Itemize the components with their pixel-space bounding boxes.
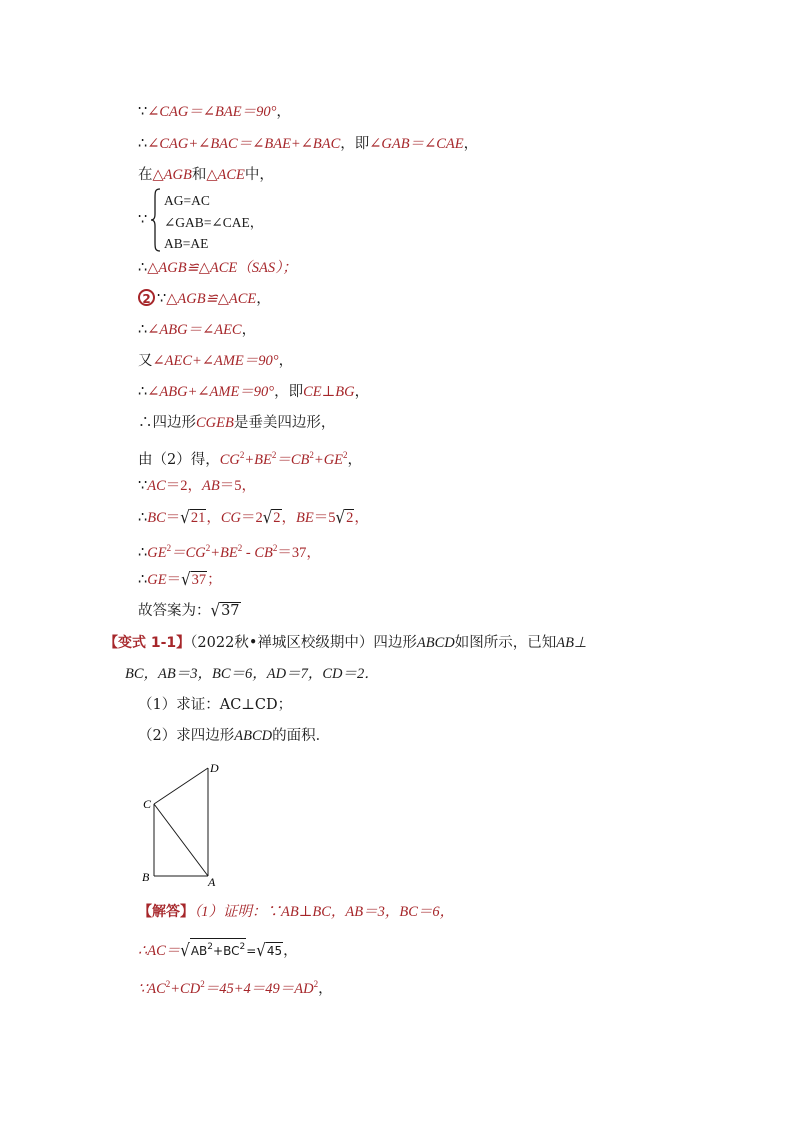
label-c: C [143,797,152,811]
because-symbol: ∵ [138,212,148,228]
term: CG [220,510,241,526]
proof-line-10 [138,413,335,433]
term: CG [219,452,240,468]
punctuation: ， [241,322,257,338]
therefore-symbol: ∴ [138,510,148,526]
value: ＝5， [219,478,256,494]
punctuation: ， [276,104,291,120]
radicand: 2 [346,510,354,526]
angle-sum: ∠AEC+∠AME＝90° [152,353,279,369]
text: 中， [244,167,274,183]
term: GE [147,572,167,588]
question-2 [138,726,330,746]
system-row-1: AG=AC [164,193,210,208]
problem-source: （2022秋•禅城区校级期中） [190,635,374,651]
superscript: 2 [165,979,171,989]
superscript: 2 [237,543,243,553]
superscript: 2 [200,979,205,989]
value: ＝2 [240,510,263,526]
proof-line-3 [138,165,274,185]
condition: AB⊥ [556,635,587,651]
superscript: 2 [343,450,348,460]
text: 在 [138,167,153,183]
curly-brace-icon [150,188,162,252]
punctuation: ， [347,452,363,468]
punctuation: ， [318,981,333,997]
therefore-symbol: ∴ [138,136,148,152]
quadrilateral-figure [138,760,238,890]
punctuation: ， [256,291,271,307]
value: ＝2， [165,478,203,494]
radicand-part: +BC [213,944,240,958]
problem-tag: 【变式 1-1】 [104,635,191,651]
radicand [190,938,246,960]
solution-tag: 【解答】 [138,904,194,920]
text: 四边形 [373,635,417,651]
triangle-agb: △AGB [152,167,192,183]
sqrt-expression: √37 [181,568,207,590]
superscript: 2 [309,450,314,460]
punctuation: ， [206,510,221,526]
question-text: （1）求证：AC⊥CD； [138,697,293,713]
punctuation: ， [463,136,479,152]
segment-cd [154,768,208,804]
superscript: 2 [239,942,246,952]
radicand: 37 [191,572,207,588]
solution-line-3 [138,974,333,999]
circled-number-icon: 2 [138,289,155,306]
term: +BE [244,452,272,468]
text: 是垂美四边形， [233,415,336,431]
angle-sum: ∠ABG+∠AME＝90° [147,384,275,400]
problem-line-2: BC，AB＝3，BC＝6，AD＝7，CD＝2． [125,666,379,682]
punctuation: ， [281,510,297,526]
text: 四边形 [152,415,196,431]
quadrilateral-name: ABCD [234,728,273,744]
because-symbol: ∵ [138,104,148,120]
angle-equality: ∠ABG＝∠AEC [147,322,242,338]
proof-line-2 [138,134,478,154]
therefore-symbol: ∴ [138,260,148,276]
proof-line-15 [138,569,222,590]
superscript: 2 [272,543,278,553]
therefore-symbol: ∴ [138,545,148,561]
term: ∵AC [138,981,166,997]
term: ∴AC＝ [138,943,181,959]
proof-line-5 [138,258,297,278]
angle-equality: ∠GAB＝∠CAE [369,136,464,152]
therefore-symbol: ∴ [138,415,153,431]
equals: ＝ [166,572,182,588]
segment-ca [154,804,208,876]
system-because [138,210,147,230]
angle-equation: ∠CAG＝∠BAE＝90° [147,104,277,120]
sqrt-expression: √45 [256,939,283,961]
proof-line-9 [138,382,369,402]
solution-text: （1）证明：∵AB⊥BC，AB＝3，BC＝6， [194,904,455,920]
term: BE [296,510,314,526]
proof-line-12 [138,476,256,496]
angle-sum-equation: ∠CAG+∠BAC＝∠BAE+∠BAC [147,136,341,152]
problem-line-1 [104,633,587,653]
radicand: 45 [266,944,283,958]
proof-line-8 [138,351,293,371]
therefore-symbol: ∴ [138,384,148,400]
term: +BE [210,545,238,561]
system-row-3: AB=AE [164,236,209,251]
sqrt-expression: √2 [262,506,281,528]
therefore-symbol: ∴ [138,572,148,588]
superscript: 2 [239,450,245,460]
because-symbol: ∵ [157,291,167,307]
therefore-symbol: ∴ [138,322,148,338]
sas-reason: （SAS）； [237,260,297,276]
radicand-part: AB [190,944,208,958]
radicand: 2 [273,510,281,526]
solution-line-2 [138,938,298,961]
text: 如图所示，已知 [454,635,557,651]
sqrt-expression: √21 [180,506,206,528]
radicand: 21 [190,510,206,526]
triangle-ace: △ACE [206,167,245,183]
proof-line-14 [138,538,321,563]
term: GE [147,545,167,561]
answer-line [138,600,241,621]
superscript: 2 [207,942,214,952]
text: 和 [191,167,207,183]
proof-line-6 [138,289,271,309]
equals: = [246,944,257,958]
punctuation: ， [354,384,370,400]
label-b: B [142,870,150,884]
because-symbol: ∵ [138,478,148,494]
proof-line-11 [138,445,362,470]
superscript: 2 [166,543,172,553]
value: ＝5 [313,510,336,526]
equation-system [164,190,263,255]
label-d: D [210,761,219,775]
congruence-statement: △AGB≌△ACE [147,260,238,276]
connector-text: ，即 [340,136,370,152]
text: 由（2）得， [138,452,220,468]
system-row-2: ∠GAB=∠CAE， [164,214,264,230]
solution-line-1 [138,902,454,922]
text: （2）求四边形 [138,728,235,744]
quadrilateral-name: ABCD [416,635,455,651]
term: AB [202,478,220,494]
term: - CB [242,545,273,561]
proof-line-13 [138,507,369,528]
term: ＝CB [276,452,310,468]
proof-line-1 [138,102,291,122]
radicand: 37 [221,603,240,619]
equals: ＝ [165,510,181,526]
answer-label: 故答案为： [138,603,211,619]
text: 又 [138,353,153,369]
punctuation: ， [354,510,369,526]
perpendicular-statement: CE⊥BG [303,384,355,400]
term: BC [147,510,166,526]
text: 的面积． [272,728,331,744]
term: +CD [170,981,201,997]
superscript: 2 [205,543,211,553]
connector-text: ，即 [274,384,304,400]
proof-line-7 [138,320,256,340]
term: AC [147,478,166,494]
punctuation: ， [278,353,294,369]
value: ＝37， [277,545,321,561]
sqrt-expression: $√AB^2+BC^2$ [180,939,246,961]
term: +GE [313,452,344,468]
punctuation: ； [207,572,222,588]
superscript: 2 [313,979,319,989]
sqrt-expression: √2 [335,506,354,528]
quadrilateral-name: CGEB [196,415,234,431]
question-1 [138,695,292,715]
term: ＝45+4＝49＝AD [204,981,314,997]
sqrt-expression: √37 [210,599,240,621]
superscript: 2 [271,450,277,460]
label-a: A [208,875,216,889]
punctuation: ， [283,943,298,959]
term: ＝CG [171,545,206,561]
congruence-statement: △AGB≌△ACE [166,291,257,307]
